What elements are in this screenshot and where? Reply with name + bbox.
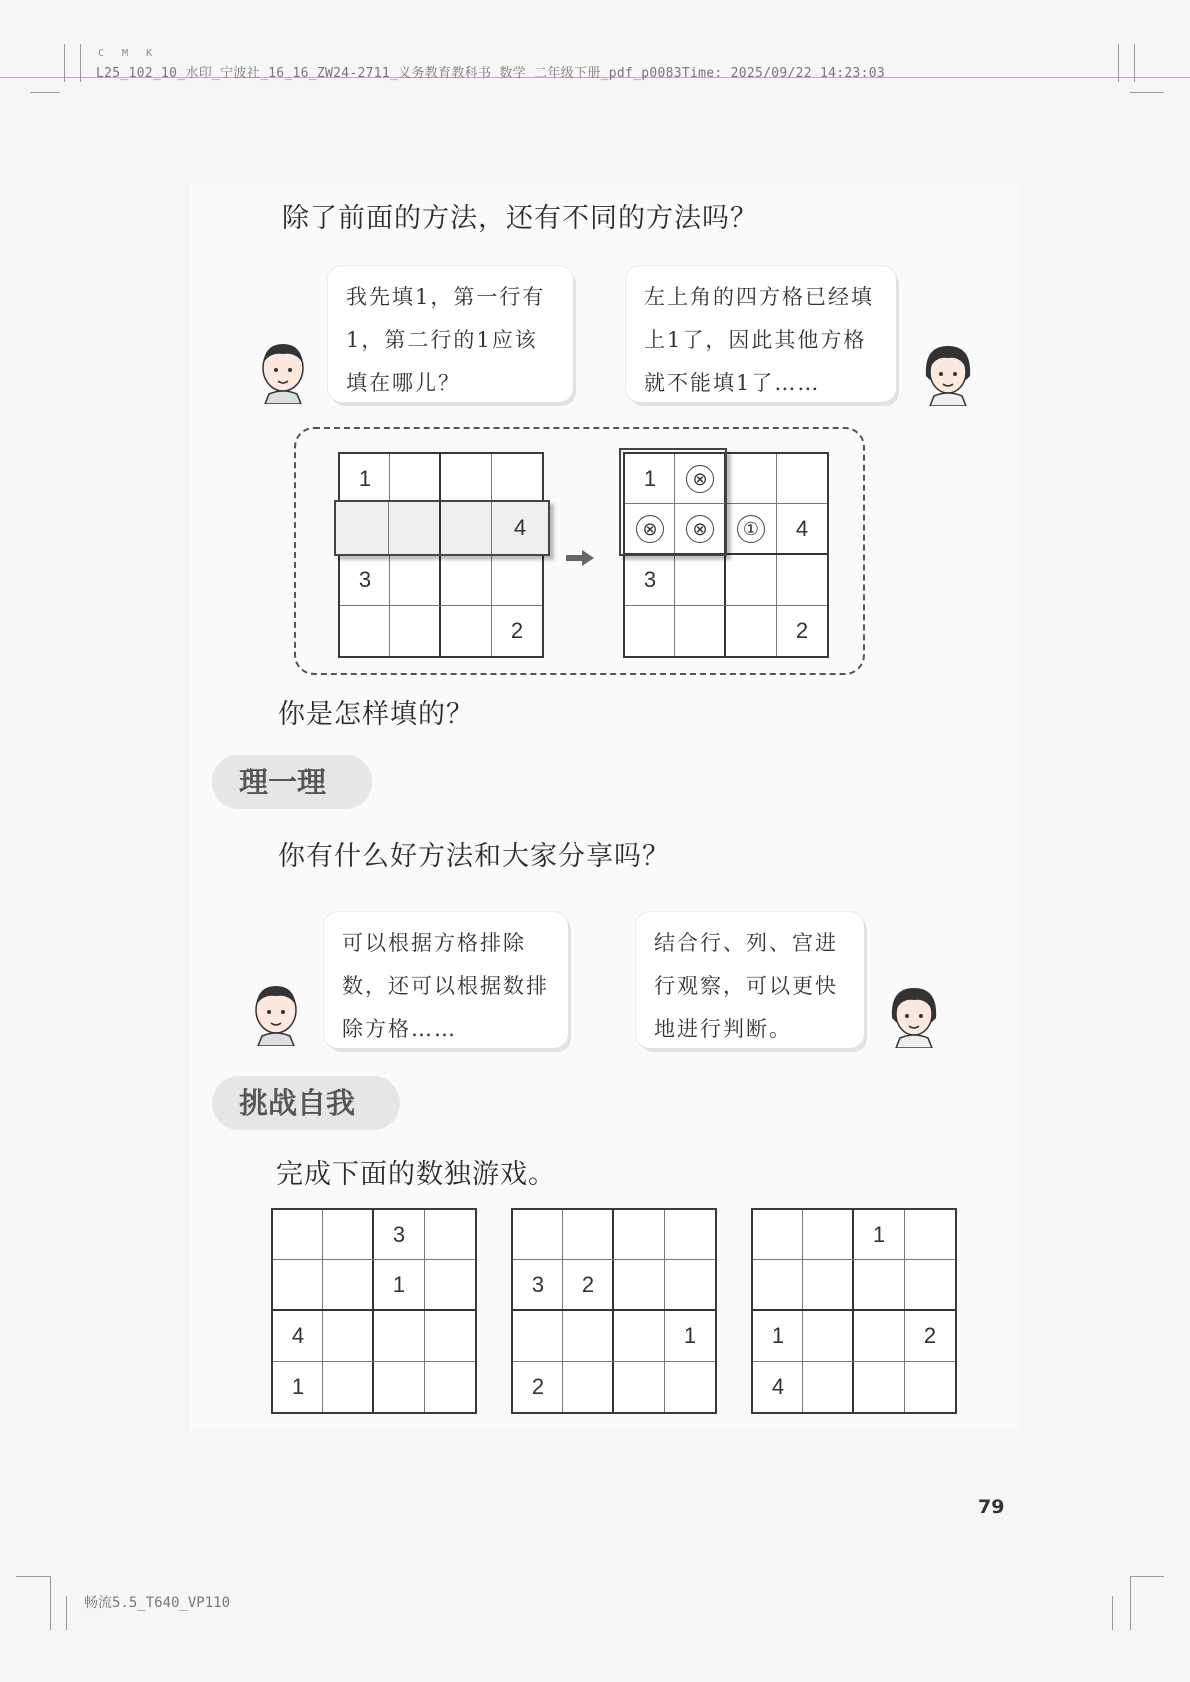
bubble-line: 结合行、列、宫进: [654, 931, 838, 955]
girl-speech-bubble: [626, 266, 896, 402]
section-tag-review: 理一理: [212, 755, 372, 809]
right-arrow-icon: [566, 548, 596, 568]
highlighted-box: [619, 448, 727, 556]
grid-cell: 4: [291, 1323, 305, 1348]
crop-mark: [16, 1576, 50, 1577]
excluded-mark: ⊗: [636, 515, 664, 543]
crop-mark: [1130, 1576, 1164, 1577]
grid-cell: 1: [683, 1323, 697, 1348]
section1-followup: 你是怎样填的？: [278, 699, 474, 730]
answer-mark: ①: [737, 515, 765, 543]
crop-mark: [50, 1576, 51, 1630]
boy-avatar-icon: [248, 980, 304, 1046]
grid-cell: 1: [358, 466, 372, 491]
grid-cell: 1: [872, 1222, 886, 1247]
girl-speech-bubble: [636, 912, 864, 1048]
grid-cell: 3: [643, 567, 657, 592]
grid-cell: 4: [795, 516, 809, 541]
crop-mark: [1130, 1576, 1131, 1630]
grid-cell: 3: [392, 1222, 406, 1247]
boy-speech-bubble: [324, 912, 568, 1048]
grid-cell: 1: [771, 1323, 785, 1348]
print-footer: 畅流5.5_T640_VP110: [84, 1595, 231, 1611]
crop-mark: [30, 92, 60, 93]
crop-mark: [66, 1596, 67, 1630]
grid-cell: 4: [513, 515, 527, 540]
bubble-line: 填在哪儿？: [346, 371, 461, 395]
grid-cell: 2: [581, 1272, 595, 1297]
bubble-line: 上1了，因此其他方格: [644, 328, 867, 352]
grid-cell: 2: [510, 618, 524, 643]
bubble-line: 可以根据方格排除: [342, 931, 526, 955]
bubble-line: 1，第二行的1应该: [346, 328, 538, 352]
boy-speech-bubble: [328, 266, 573, 402]
bubble-line: 除方格……: [342, 1017, 457, 1041]
crop-mark: [1118, 44, 1119, 82]
bubble-line: 地进行判断。: [654, 1017, 792, 1041]
girl-avatar-icon: [920, 340, 976, 406]
section2-question: 你有什么好方法和大家分享吗？: [278, 841, 670, 872]
excluded-mark: ⊗: [686, 515, 714, 543]
excluded-mark: ⊗: [686, 465, 714, 493]
highlighted-row: [334, 500, 550, 556]
grid-cell-answer: [726, 504, 776, 554]
girl-avatar-icon: [886, 982, 942, 1048]
sudoku-puzzle-3: [751, 1208, 957, 1414]
crop-mark: [1112, 1596, 1113, 1630]
sudoku-puzzle-1: [271, 1208, 477, 1414]
grid-cell: 2: [923, 1323, 937, 1348]
sudoku-puzzle-2: [511, 1208, 717, 1414]
grid-cell: 1: [643, 466, 657, 491]
crop-mark: [64, 44, 65, 82]
section3-instruction: 完成下面的数独游戏。: [276, 1159, 556, 1190]
bubble-line: 左上角的四方格已经填: [644, 285, 874, 309]
grid-cell: 3: [531, 1272, 545, 1297]
crop-mark: [1130, 92, 1164, 93]
grid-cell: 4: [771, 1374, 785, 1399]
grid-cell: 1: [392, 1272, 406, 1297]
bubble-line: 行观察，可以更快: [654, 974, 838, 998]
bubble-line: 就不能填1了……: [644, 371, 821, 395]
crop-mark: [80, 44, 81, 82]
bubble-line: 数，还可以根据数排: [342, 974, 549, 998]
section-tag-challenge: 挑战自我: [212, 1076, 400, 1130]
grid-cell: 2: [531, 1374, 545, 1399]
grid-cell: 3: [358, 567, 372, 592]
grid-cell: 1: [291, 1374, 305, 1399]
print-header: L25_102_10_水印_宁波社_16_16_ZW24-2711_义务教育教科书 数学 二年级下册_pdf_p0083Time: 2025/09/22 14:23:03: [96, 66, 886, 81]
boy-avatar-icon: [255, 338, 311, 404]
color-mark-label: C M K: [98, 48, 159, 59]
bubble-line: 我先填1，第一行有: [346, 285, 546, 309]
crop-mark: [1134, 44, 1135, 82]
section1-question: 除了前面的方法，还有不同的方法吗？: [282, 203, 758, 234]
grid-cell: 2: [795, 618, 809, 643]
page-number: 79: [978, 1496, 1005, 1518]
